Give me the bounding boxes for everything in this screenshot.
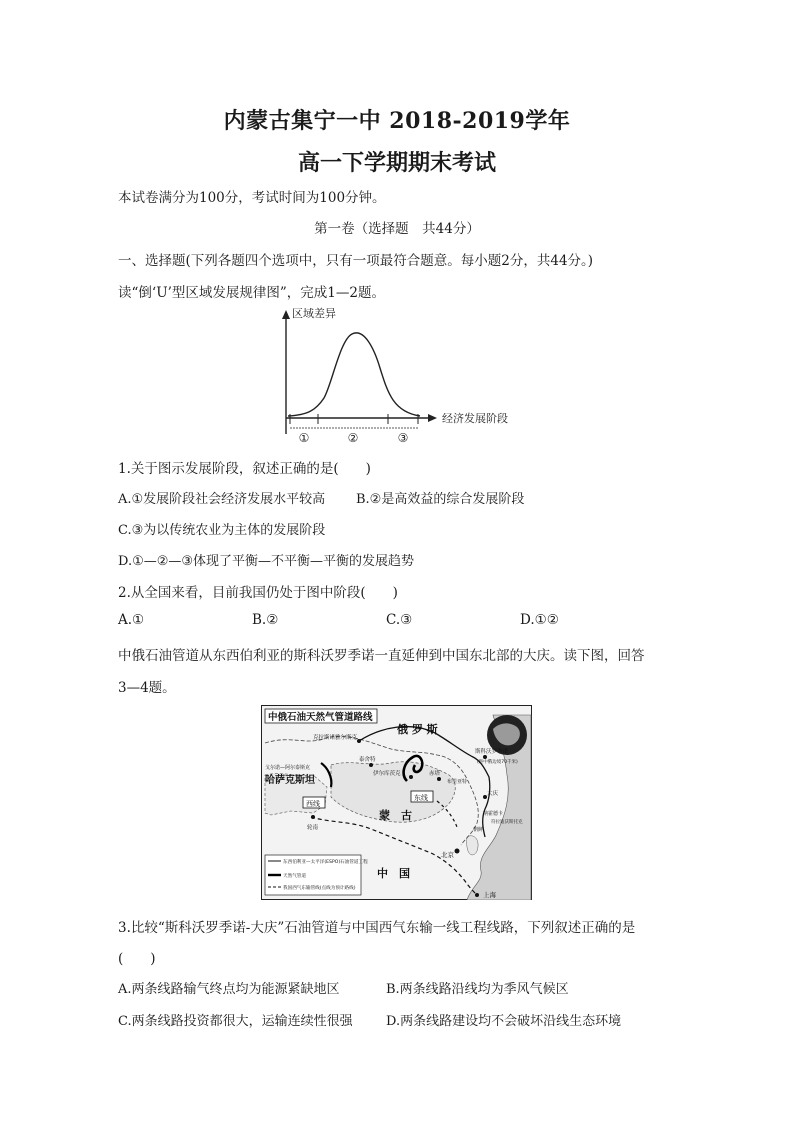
label-skovorodino: 斯科沃罗季诺 <box>475 749 509 755</box>
q2-stem: 2.从全国来看，目前我国仍处于图中阶段( ) <box>118 585 398 601</box>
q3-option-d: D.两条线路建设均不会破坏沿线生态环境 <box>386 1014 622 1029</box>
q3-option-b: B.两条线路沿线均为季风气候区 <box>386 982 569 997</box>
legend-item-west-east: 我国西气东输管线(点线为预计路线) <box>283 886 356 891</box>
q1-option-c: C.③为以传统农业为主体的发展阶段 <box>118 523 326 538</box>
label-daqing: 大庆 <box>487 791 499 797</box>
map-title: 中俄石油天然气管道路线 <box>268 712 373 723</box>
label-west-route: 西线 <box>306 800 320 808</box>
label-lunnan: 轮南 <box>307 825 319 831</box>
label-altai: 戈尔诺—阿尔泰斯克 <box>265 765 311 771</box>
label-china: 中 国 <box>377 867 410 880</box>
exam-title-school: 内蒙古集宁一中 2018-2019学年 <box>223 108 571 134</box>
q1-option-d: D.①—②—③体现了平衡—不平衡—平衡的发展趋势 <box>118 554 415 569</box>
x-axis-label: 经济发展阶段 <box>442 412 508 425</box>
label-beijing: 北京 <box>441 851 454 859</box>
label-chita: 赤塔 <box>429 771 441 777</box>
korea-peninsula <box>467 836 478 855</box>
q1-stem: 1.关于图示发展阶段，叙述正确的是( ) <box>118 461 371 477</box>
legend-item-gas: 天然气管道 <box>283 874 306 879</box>
question-intro-3-4-line2: 3—4题。 <box>118 680 176 696</box>
city-dot-taishet <box>369 763 373 767</box>
label-taishet: 泰舍特 <box>359 757 376 763</box>
label-nakhodka: 纳霍德卡 <box>483 811 504 817</box>
label-krasnoyarsk: 克拉斯诺雅尔斯克 <box>313 735 358 741</box>
q3-option-c: C.两条线路投资都很大，运输连续性很强 <box>118 1014 353 1029</box>
section-heading: 一、选择题(下列各题四个选项中，只有一项最符合题意。每小题2分，共44分。) <box>118 253 594 269</box>
q3-blank: ( ) <box>118 951 156 967</box>
q2-option-c: C.③ <box>386 612 413 628</box>
city-dot-shanghai <box>475 893 479 897</box>
q1-option-a: A.①发展阶段社会经济发展水平较高 <box>118 492 326 507</box>
label-russia: 俄 罗 斯 <box>397 723 438 736</box>
stage-label-1: ① <box>298 431 310 445</box>
label-shanghai: 上海 <box>483 891 496 899</box>
pipeline-map <box>261 705 532 900</box>
label-bulyat: 布里亚特 <box>447 779 468 785</box>
city-dot-beijing <box>455 849 460 854</box>
q2-option-a: A.① <box>118 612 145 628</box>
exam-info: 本试卷满分为100分，考试时间为100分钟。 <box>118 190 386 206</box>
q2-option-d: D.①② <box>520 612 559 628</box>
legend-item-espo: 东西伯利亚—太平洋(ESPO)石油管道工程 <box>283 860 368 865</box>
exam-title-term: 高一下学期期末考试 <box>297 150 496 176</box>
label-vladivostok: 符拉迪沃斯托克 <box>491 820 523 825</box>
label-kazakhstan: 哈萨克斯坦 <box>265 775 315 786</box>
city-dot-lunnan <box>311 815 315 819</box>
question-intro-3-4-line1: 中俄石油管道从东西伯利亚的斯科沃罗季诺一直延伸到中国东北部的大庆。读下图，回答 <box>118 648 645 664</box>
y-axis-label: 区域差异 <box>292 307 336 320</box>
label-korea: 朝鲜 <box>473 827 484 833</box>
volume-title: 第一卷（选择题 共44分） <box>314 221 480 237</box>
q3-option-a: A.两条线路输气终点均为能源紧缺地区 <box>118 982 340 997</box>
label-irkutsk: 伊尔库茨克 <box>373 771 401 777</box>
city-dot-skovorodino <box>483 755 487 759</box>
y-axis-arrow <box>282 310 290 319</box>
x-axis-arrow <box>428 414 437 422</box>
q1-option-b: B.②是高效益的综合发展阶段 <box>356 492 525 507</box>
label-mongolia: 蒙 古 <box>379 809 412 822</box>
city-dot-irkutsk <box>409 775 413 779</box>
inverted-u-figure <box>272 306 527 451</box>
q3-stem: 3.比较“斯科沃罗季诺-大庆”石油管道与中国西气东输一线工程线路，下列叙述正确的是 <box>118 920 636 936</box>
label-east-route: 东线 <box>414 794 428 802</box>
inverted-u-curve <box>288 333 420 416</box>
label-skovorodino-note: (距中俄边境70千米) <box>477 760 518 765</box>
q2-option-b: B.② <box>252 612 279 628</box>
stage-label-3: ③ <box>397 431 409 445</box>
city-dot-chita <box>437 777 441 781</box>
city-dot-krasnoyarsk <box>357 739 361 743</box>
question-intro-1-2: 读“倒‘U’型区域发展规律图”，完成1—2题。 <box>118 285 385 301</box>
stage-label-2: ② <box>347 431 359 445</box>
